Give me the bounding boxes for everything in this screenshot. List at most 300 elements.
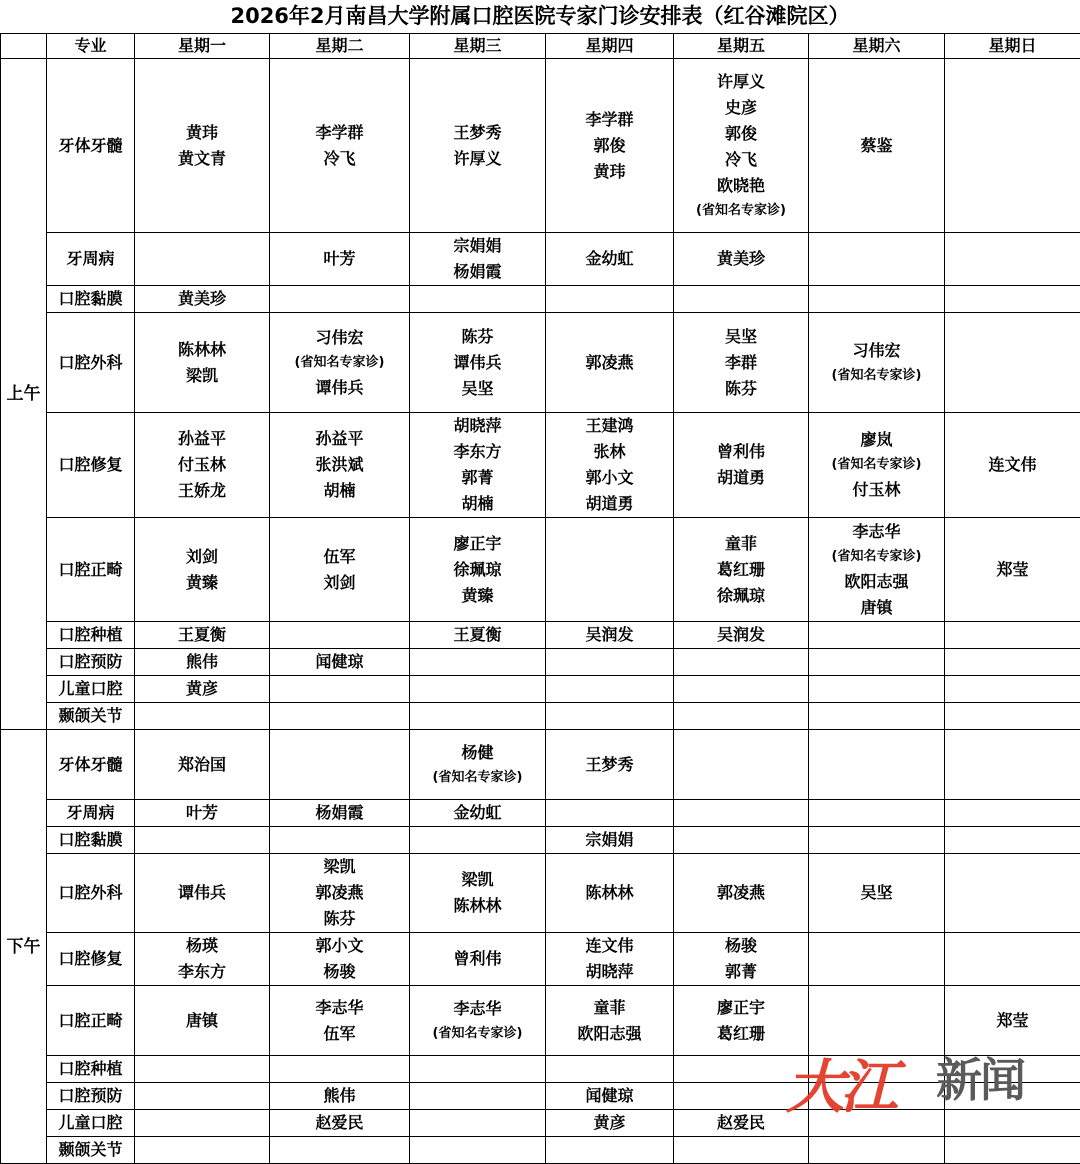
schedule-cell xyxy=(410,233,546,286)
doctor-name: 胡道勇 xyxy=(546,491,673,517)
doctor-name: 伍军 xyxy=(270,1021,409,1047)
schedule-cell xyxy=(945,854,1080,933)
schedule-cell xyxy=(674,413,809,518)
doctor-name: 许厚义 xyxy=(410,146,545,172)
doctor-name: 徐珮琼 xyxy=(410,557,545,583)
schedule-cell xyxy=(546,1056,674,1083)
doctor-name: 习伟宏 xyxy=(809,338,944,364)
schedule-cell xyxy=(135,622,270,649)
doctor-name: 欧阳志强 xyxy=(809,569,944,595)
doctor-name: 郭凌燕 xyxy=(270,880,409,906)
doctor-name: 童菲 xyxy=(674,531,808,557)
doctor-name: 杨健 xyxy=(410,740,545,766)
corner-cell xyxy=(1,34,47,59)
doctor-name: 杨骏 xyxy=(270,959,409,985)
expert-note: (省知名专家诊) xyxy=(809,364,944,388)
schedule-cell xyxy=(809,800,945,827)
schedule-cell xyxy=(135,676,270,703)
table-row xyxy=(1,313,1080,413)
doctor-name: 胡楠 xyxy=(410,491,545,517)
schedule-cell xyxy=(945,313,1080,413)
dept-label: 口腔种植 xyxy=(47,622,135,649)
column-header: 星期六 xyxy=(809,34,945,59)
schedule-cell xyxy=(410,1137,546,1164)
schedule-cell xyxy=(135,413,270,518)
doctor-name: 王梦秀 xyxy=(410,120,545,146)
schedule-cell xyxy=(674,800,809,827)
page-title: 2026年2月南昌大学附属口腔医院专家门诊安排表（红谷滩院区） xyxy=(0,0,1080,33)
schedule-cell xyxy=(809,1137,945,1164)
schedule-cell xyxy=(546,1110,674,1137)
schedule-cell xyxy=(945,703,1080,730)
dept-label: 颞颌关节 xyxy=(47,703,135,730)
schedule-cell xyxy=(546,703,674,730)
doctor-name: 李学群 xyxy=(270,120,409,146)
schedule-cell xyxy=(410,986,546,1056)
dept-label: 儿童口腔 xyxy=(47,1110,135,1137)
schedule-cell xyxy=(546,518,674,622)
schedule-cell xyxy=(674,933,809,986)
doctor-name: 廖正宇 xyxy=(674,995,808,1021)
table-row xyxy=(1,286,1080,313)
schedule-cell xyxy=(135,649,270,676)
schedule-cell xyxy=(546,827,674,854)
schedule-cell xyxy=(270,1083,410,1110)
doctor-name: 付玉林 xyxy=(809,477,944,503)
schedule-cell xyxy=(546,676,674,703)
schedule-cell xyxy=(674,827,809,854)
schedule-cell xyxy=(135,730,270,800)
schedule-cell xyxy=(270,233,410,286)
table-row xyxy=(1,730,1080,800)
schedule-cell xyxy=(410,622,546,649)
doctor-name: 郑莹 xyxy=(945,1008,1080,1034)
schedule-cell xyxy=(546,986,674,1056)
doctor-name: 王娇龙 xyxy=(135,478,269,504)
expert-note: (省知名专家诊) xyxy=(410,766,545,790)
schedule-cell xyxy=(945,286,1080,313)
doctor-name: 欧晓艳 xyxy=(674,173,808,199)
doctor-name: 黄彦 xyxy=(546,1110,673,1136)
schedule-cell xyxy=(270,413,410,518)
doctor-name: 童菲 xyxy=(546,995,673,1021)
table-row xyxy=(1,1137,1080,1164)
dept-label: 口腔外科 xyxy=(47,313,135,413)
doctor-name: 叶芳 xyxy=(270,246,409,272)
doctor-name: 李志华 xyxy=(270,995,409,1021)
dept-label: 口腔种植 xyxy=(47,1056,135,1083)
doctor-name: 胡晓萍 xyxy=(546,959,673,985)
doctor-name: 梁凯 xyxy=(135,363,269,389)
doctor-name: 孙益平 xyxy=(270,426,409,452)
schedule-cell xyxy=(945,676,1080,703)
dept-label: 口腔外科 xyxy=(47,854,135,933)
schedule-cell xyxy=(546,622,674,649)
schedule-cell xyxy=(674,854,809,933)
doctor-name: 张洪斌 xyxy=(270,452,409,478)
doctor-name: 习伟宏 xyxy=(270,325,409,351)
schedule-cell xyxy=(945,233,1080,286)
schedule-cell xyxy=(674,703,809,730)
schedule-cell xyxy=(546,649,674,676)
dept-label: 口腔正畸 xyxy=(47,518,135,622)
doctor-name: 李群 xyxy=(674,350,808,376)
schedule-cell xyxy=(135,518,270,622)
schedule-cell xyxy=(945,1110,1080,1137)
schedule-cell xyxy=(270,676,410,703)
schedule-cell xyxy=(410,1110,546,1137)
schedule-cell xyxy=(674,1137,809,1164)
schedule-cell xyxy=(135,313,270,413)
doctor-name: 蔡鉴 xyxy=(809,133,944,159)
doctor-name: 史彦 xyxy=(674,95,808,121)
schedule-table xyxy=(0,33,1080,1164)
doctor-name: 杨骏 xyxy=(674,933,808,959)
table-row xyxy=(1,676,1080,703)
table-row xyxy=(1,518,1080,622)
doctor-name: 张林 xyxy=(546,439,673,465)
schedule-cell xyxy=(546,730,674,800)
doctor-name: 唐镇 xyxy=(135,1008,269,1034)
doctor-name: 郑莹 xyxy=(945,557,1080,583)
schedule-cell xyxy=(410,676,546,703)
schedule-cell xyxy=(410,730,546,800)
schedule-cell xyxy=(270,622,410,649)
session-label: 下午 xyxy=(1,730,47,1164)
doctor-name: 刘剑 xyxy=(270,570,409,596)
schedule-cell xyxy=(674,313,809,413)
schedule-cell xyxy=(135,703,270,730)
schedule-cell xyxy=(809,649,945,676)
schedule-cell xyxy=(410,827,546,854)
doctor-name: 吴坚 xyxy=(674,324,808,350)
table-row xyxy=(1,827,1080,854)
schedule-cell xyxy=(135,233,270,286)
schedule-cell xyxy=(809,703,945,730)
watermark-red-text: 大江 xyxy=(786,1040,894,1124)
schedule-cell xyxy=(674,518,809,622)
doctor-name: 李学群 xyxy=(546,107,673,133)
doctor-name: 郭菁 xyxy=(410,465,545,491)
table-row xyxy=(1,854,1080,933)
schedule-cell xyxy=(546,854,674,933)
schedule-cell xyxy=(809,827,945,854)
column-header: 星期三 xyxy=(410,34,546,59)
dept-label: 口腔修复 xyxy=(47,933,135,986)
table-row xyxy=(1,1110,1080,1137)
doctor-name: 郭俊 xyxy=(546,133,673,159)
doctor-name: 谭伟兵 xyxy=(135,880,269,906)
schedule-cell xyxy=(945,518,1080,622)
doctor-name: 郭小文 xyxy=(270,933,409,959)
schedule-cell xyxy=(135,986,270,1056)
doctor-name: 陈林林 xyxy=(546,880,673,906)
doctor-name: 伍军 xyxy=(270,544,409,570)
schedule-cell xyxy=(674,649,809,676)
doctor-name: 郑治国 xyxy=(135,752,269,778)
schedule-cell xyxy=(135,59,270,233)
doctor-name: 赵爱民 xyxy=(270,1110,409,1136)
doctor-name: 冷飞 xyxy=(270,146,409,172)
schedule-cell xyxy=(270,59,410,233)
doctor-name: 吴润发 xyxy=(674,622,808,648)
doctor-name: 郭小文 xyxy=(546,465,673,491)
schedule-cell xyxy=(135,933,270,986)
schedule-cell xyxy=(546,933,674,986)
doctor-name: 郭菁 xyxy=(674,959,808,985)
schedule-cell xyxy=(809,286,945,313)
dept-label: 牙体牙髓 xyxy=(47,59,135,233)
doctor-name: 李志华 xyxy=(809,519,944,545)
schedule-cell xyxy=(809,59,945,233)
column-header: 星期二 xyxy=(270,34,410,59)
doctor-name: 吴坚 xyxy=(410,376,545,402)
column-header: 星期四 xyxy=(546,34,674,59)
doctor-name: 黄臻 xyxy=(135,570,269,596)
doctor-name: 葛红珊 xyxy=(674,557,808,583)
schedule-cell xyxy=(270,1137,410,1164)
column-header: 星期一 xyxy=(135,34,270,59)
table-row xyxy=(1,59,1080,233)
doctor-name: 黄彦 xyxy=(135,676,269,702)
schedule-cell xyxy=(809,622,945,649)
expert-note: (省知名专家诊) xyxy=(674,199,808,223)
schedule-cell xyxy=(410,854,546,933)
doctor-name: 胡楠 xyxy=(270,478,409,504)
doctor-name: 唐镇 xyxy=(809,595,944,621)
schedule-cell xyxy=(809,413,945,518)
schedule-cell xyxy=(270,518,410,622)
schedule-cell xyxy=(809,518,945,622)
table-row xyxy=(1,649,1080,676)
schedule-cell xyxy=(674,622,809,649)
doctor-name: 廖岚 xyxy=(809,427,944,453)
schedule-cell xyxy=(410,649,546,676)
expert-note: (省知名专家诊) xyxy=(809,453,944,477)
schedule-cell xyxy=(945,933,1080,986)
table-row xyxy=(1,800,1080,827)
schedule-cell xyxy=(135,286,270,313)
schedule-cell xyxy=(945,827,1080,854)
schedule-cell xyxy=(270,800,410,827)
schedule-cell xyxy=(135,800,270,827)
doctor-name: 梁凯 xyxy=(270,854,409,880)
table-row xyxy=(1,703,1080,730)
doctor-name: 李志华 xyxy=(410,996,545,1022)
schedule-cell xyxy=(135,827,270,854)
doctor-name: 郭俊 xyxy=(674,121,808,147)
schedule-cell xyxy=(674,233,809,286)
doctor-name: 徐珮琼 xyxy=(674,583,808,609)
schedule-cell xyxy=(674,286,809,313)
dept-label: 口腔黏膜 xyxy=(47,827,135,854)
column-header: 星期日 xyxy=(945,34,1080,59)
schedule-cell xyxy=(809,313,945,413)
doctor-name: 陈林林 xyxy=(410,893,545,919)
doctor-name: 郭凌燕 xyxy=(546,350,673,376)
schedule-cell xyxy=(410,800,546,827)
doctor-name: 刘剑 xyxy=(135,544,269,570)
doctor-name: 陈芬 xyxy=(674,376,808,402)
schedule-cell xyxy=(546,313,674,413)
dept-label: 口腔预防 xyxy=(47,649,135,676)
expert-note: (省知名专家诊) xyxy=(410,1022,545,1046)
schedule-cell xyxy=(809,854,945,933)
dept-label: 颞颌关节 xyxy=(47,1137,135,1164)
doctor-name: 闻健琼 xyxy=(270,649,409,675)
schedule-cell xyxy=(135,1110,270,1137)
doctor-name: 付玉林 xyxy=(135,452,269,478)
schedule-cell xyxy=(135,1137,270,1164)
doctor-name: 王夏衡 xyxy=(410,622,545,648)
schedule-cell xyxy=(546,233,674,286)
table-row xyxy=(1,233,1080,286)
schedule-cell xyxy=(270,933,410,986)
dept-label: 儿童口腔 xyxy=(47,676,135,703)
schedule-body xyxy=(1,59,1080,1164)
table-row xyxy=(1,622,1080,649)
schedule-cell xyxy=(546,1137,674,1164)
dept-label: 口腔修复 xyxy=(47,413,135,518)
doctor-name: 杨娟霞 xyxy=(410,259,545,285)
doctor-name: 李东方 xyxy=(135,959,269,985)
doctor-name: 杨娟霞 xyxy=(270,800,409,826)
schedule-cell xyxy=(410,518,546,622)
doctor-name: 孙益平 xyxy=(135,426,269,452)
doctor-name: 杨瑛 xyxy=(135,933,269,959)
doctor-name: 胡晓萍 xyxy=(410,413,545,439)
header-row xyxy=(1,34,1080,59)
schedule-cell xyxy=(546,286,674,313)
schedule-cell xyxy=(135,854,270,933)
schedule-cell xyxy=(270,649,410,676)
schedule-cell xyxy=(270,730,410,800)
doctor-name: 谭伟兵 xyxy=(410,350,545,376)
doctor-name: 王建鸿 xyxy=(546,413,673,439)
doctor-name: 王梦秀 xyxy=(546,752,673,778)
doctor-name: 吴坚 xyxy=(809,880,944,906)
schedule-cell xyxy=(270,286,410,313)
doctor-name: 黄文青 xyxy=(135,146,269,172)
schedule-cell xyxy=(945,622,1080,649)
doctor-name: 陈芬 xyxy=(270,906,409,932)
doctor-name: 李东方 xyxy=(410,439,545,465)
schedule-cell xyxy=(809,933,945,986)
schedule-cell xyxy=(674,730,809,800)
dept-label: 口腔黏膜 xyxy=(47,286,135,313)
watermark-logo xyxy=(786,1040,1056,1110)
dept-label: 牙周病 xyxy=(47,800,135,827)
doctor-name: 葛红珊 xyxy=(674,1021,808,1047)
schedule-cell xyxy=(410,286,546,313)
schedule-cell xyxy=(546,413,674,518)
doctor-name: 曾利伟 xyxy=(674,439,808,465)
doctor-name: 欧阳志强 xyxy=(546,1021,673,1047)
schedule-cell xyxy=(945,59,1080,233)
doctor-name: 宗娟娟 xyxy=(410,233,545,259)
doctor-name: 宗娟娟 xyxy=(546,827,673,853)
schedule-cell xyxy=(809,233,945,286)
schedule-cell xyxy=(270,827,410,854)
doctor-name: 曾利伟 xyxy=(410,946,545,972)
doctor-name: 廖正宇 xyxy=(410,531,545,557)
schedule-cell xyxy=(674,676,809,703)
watermark-gray-text: 新闻 xyxy=(936,1044,1024,1110)
schedule-cell xyxy=(410,313,546,413)
schedule-cell xyxy=(135,1056,270,1083)
dept-label: 牙周病 xyxy=(47,233,135,286)
doctor-name: 金幼虹 xyxy=(546,246,673,272)
column-header: 专业 xyxy=(47,34,135,59)
doctor-name: 连文伟 xyxy=(945,452,1080,478)
expert-note: (省知名专家诊) xyxy=(809,545,944,569)
schedule-cell xyxy=(270,313,410,413)
schedule-cell xyxy=(410,413,546,518)
doctor-name: 黄臻 xyxy=(410,583,545,609)
dept-label: 牙体牙髓 xyxy=(47,730,135,800)
schedule-cell xyxy=(410,1083,546,1110)
doctor-name: 梁凯 xyxy=(410,867,545,893)
schedule-cell xyxy=(674,59,809,233)
schedule-cell xyxy=(270,986,410,1056)
doctor-name: 黄美珍 xyxy=(674,246,808,272)
schedule-cell xyxy=(546,59,674,233)
expert-note: (省知名专家诊) xyxy=(270,351,409,375)
doctor-name: 连文伟 xyxy=(546,933,673,959)
doctor-name: 吴润发 xyxy=(546,622,673,648)
doctor-name: 熊伟 xyxy=(135,649,269,675)
schedule-cell xyxy=(546,800,674,827)
doctor-name: 黄美珍 xyxy=(135,286,269,312)
doctor-name: 黄玮 xyxy=(546,159,673,185)
dept-label: 口腔正畸 xyxy=(47,986,135,1056)
schedule-cell xyxy=(945,730,1080,800)
schedule-cell xyxy=(270,1110,410,1137)
table-row xyxy=(1,933,1080,986)
doctor-name: 黄玮 xyxy=(135,120,269,146)
schedule-cell xyxy=(809,730,945,800)
doctor-name: 金幼虹 xyxy=(410,800,545,826)
schedule-cell xyxy=(410,703,546,730)
schedule-cell xyxy=(410,59,546,233)
schedule-cell xyxy=(270,1056,410,1083)
schedule-cell xyxy=(410,933,546,986)
doctor-name: 陈林林 xyxy=(135,337,269,363)
doctor-name: 郭凌燕 xyxy=(674,880,808,906)
doctor-name: 闻健琼 xyxy=(546,1083,673,1109)
doctor-name: 王夏衡 xyxy=(135,622,269,648)
schedule-cell xyxy=(945,1137,1080,1164)
doctor-name: 胡道勇 xyxy=(674,465,808,491)
schedule-cell xyxy=(410,1056,546,1083)
schedule-cell xyxy=(945,413,1080,518)
session-label: 上午 xyxy=(1,59,47,730)
schedule-cell xyxy=(809,676,945,703)
doctor-name: 叶芳 xyxy=(135,800,269,826)
schedule-cell xyxy=(546,1083,674,1110)
dept-label: 口腔预防 xyxy=(47,1083,135,1110)
table-row xyxy=(1,413,1080,518)
doctor-name: 许厚义 xyxy=(674,69,808,95)
doctor-name: 熊伟 xyxy=(270,1083,409,1109)
doctor-name: 冷飞 xyxy=(674,147,808,173)
doctor-name: 赵爱民 xyxy=(674,1110,808,1136)
schedule-cell xyxy=(270,703,410,730)
schedule-cell xyxy=(945,649,1080,676)
doctor-name: 谭伟兵 xyxy=(270,375,409,401)
doctor-name: 陈芬 xyxy=(410,324,545,350)
column-header: 星期五 xyxy=(674,34,809,59)
